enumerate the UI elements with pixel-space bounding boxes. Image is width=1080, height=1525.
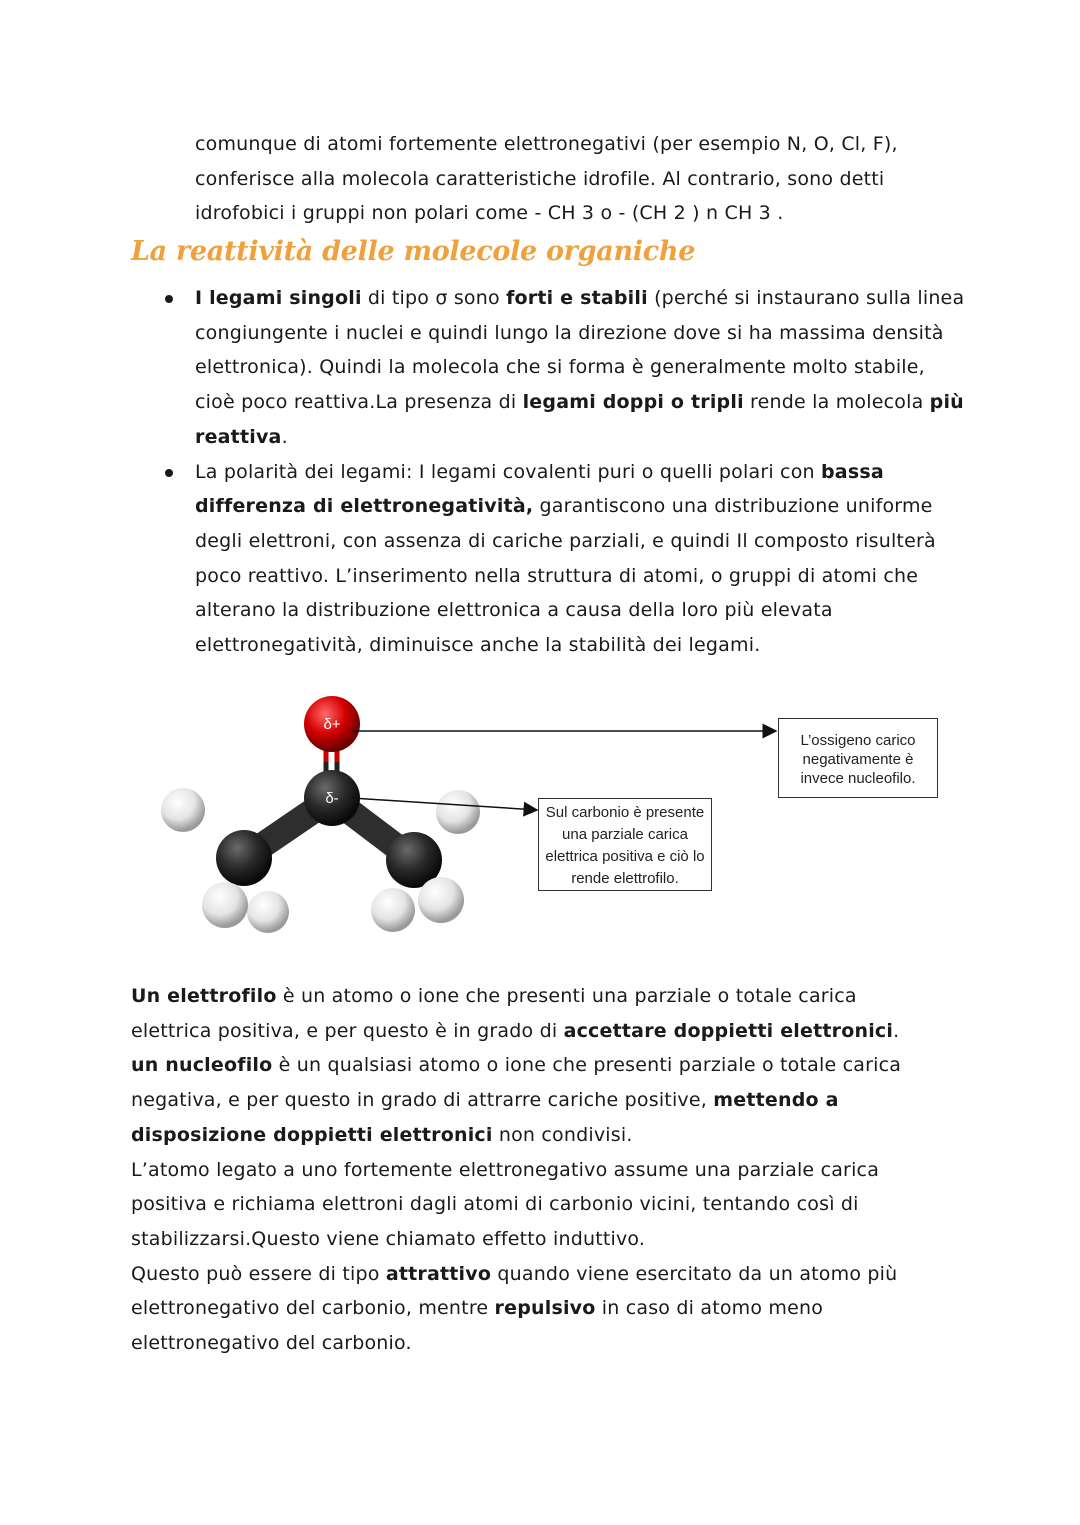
lower-text-block [131,979,921,1361]
intro-line-2: conferisce alla molecola caratteristiche idrofile. Al contrario, sono detti [195,167,885,190]
bold-more-reactive: più reattiva [195,391,964,448]
bold-accept-pairs: accettare doppietti elettronici [563,1019,894,1042]
text-span: in caso di atomo meno elettronegativo del carbonio. [131,1297,824,1355]
text-span: quando viene esercitato da un atomo più elettronegativo del carbonio, mentre [131,1262,898,1320]
carbon-note-text: Sul carbonio è presente una parziale carica elettrica positiva e ciò lo rende elettrofilo. [545,804,705,887]
section-heading: La reattività delle molecole organiche [131,236,696,267]
bold-double-triple: legami doppi o tripli [522,391,744,414]
bold-low-difference: bassa differenza di elettronegatività, [195,460,884,518]
paragraph-inductive-types [131,1257,921,1361]
hydrogen-atom [161,788,205,832]
text-span: di tipo σ sono [361,287,507,309]
bold-electrophile: Un elettrofilo [131,985,277,1007]
oxygen-charge-label: δ+ [323,716,341,733]
intro-line-3: idrofobici i gruppi non polari come - CH 3 o - (CH 2 ) n CH 3 . [195,202,784,225]
text-span: rende la molecola [743,391,930,414]
text-span: è un atomo o ione che presenti una parziale o totale carica elettrica positiva, e per questo è in grado di [131,985,857,1042]
oxygen-note-text: L’ossigeno carico negativamente è invece nucleofilo. [800,732,916,787]
bold-nucleophile: un nucleofilo [131,1054,273,1077]
paragraph-electrophile [131,979,921,1048]
hydrogen-atom [371,888,415,932]
text-span: Questo può essere di tipo [131,1262,386,1285]
hydrogen-atom [202,882,248,928]
bold-single-bonds: I legami singoli [195,287,362,309]
hydrogen-atom [436,790,480,834]
text-span: è un qualsiasi atomo o ione che presenti parziale o totale carica negativa, e per questo in grado di attrarre cariche positive, [131,1054,902,1112]
text-span: . [281,425,288,448]
intro-line-1: comunque di atomi fortemente elettronegativi (per esempio N, O, Cl, F), [195,133,898,155]
paragraph-nucleophile [131,1048,921,1152]
bold-attractive: attrattivo [385,1262,492,1285]
hydrogen-atom [418,877,464,923]
hydrogen-atom [247,891,289,933]
carbon-note-box [538,798,712,891]
carbon-charge-label: δ- [325,790,339,807]
bold-repulsive: repulsivo [494,1297,596,1320]
text-span: garantiscono una distribuzione uniforme degli elettroni, con assenza di cariche parziali, e quindi Il composto risulterà poco reattivo. L’inserimento nella struttura di atomi, o gruppi di atomi che alterano la distribuzione elettronica a causa della loro più elevata elettronegatività, diminuisce anche la stabilità dei legami. [195,495,936,657]
paragraph-inductive-effect: L’atomo legato a uno fortemente elettronegativo assume una parziale carica positiva e richiama elettroni dagli atomi di carbonio vicini, tentando così di stabilizzarsi.Questo viene chiamato effetto induttivo. [131,1158,880,1250]
text-span: (perché si instaurano sulla linea congiungente i nuclei e quindi lungo la direzione dove si ha massima densità elettronica). Quindi la molecola che si forma è generalmente molto stabile, cioè poco reattiva.La presenza di [195,287,965,414]
bold-strong-stable: forti e stabili [506,287,648,309]
bold-provide-pairs: mettendo a disposizione doppietti elettronici [131,1089,839,1146]
oxygen-note-box [778,718,938,798]
text-span: . [893,1019,900,1042]
text-span: La polarità dei legami: I legami covalenti puri o quelli polari con [195,460,821,483]
carbon-atom-left [216,830,272,886]
text-span: non condivisi. [492,1123,633,1146]
